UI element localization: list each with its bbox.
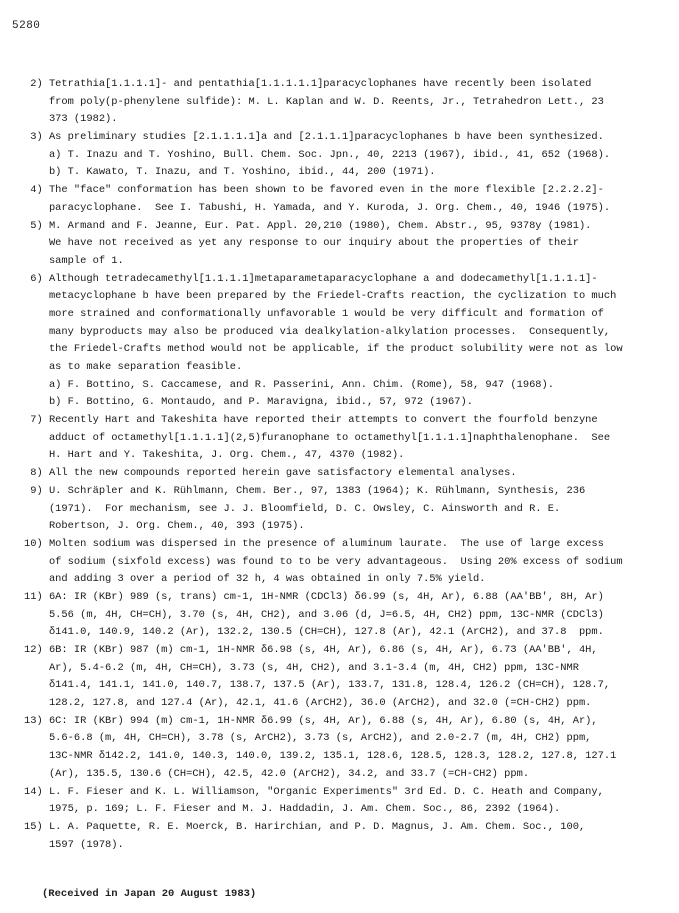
note-line: 8) All the new compounds reported herein gave satisfactory elemental analyses.: [24, 467, 517, 480]
note-line: 12) 6B: IR (KBr) 987 (m) cm-1, 1H-NMR δ6.98 (s, 4H, Ar), 6.86 (s, 4H, Ar), 6.73 (AA'BB', 4H,: [24, 644, 598, 656]
note-line: 13C-NMR δ142.2, 141.0, 140.3, 140.0, 139.2, 135.1, 128.6, 128.5, 128.3, 128.2, 127.8, 127.1: [24, 750, 617, 763]
note-line: 14) L. F. Fieser and K. L. Williamson, "Organic Experiments" 3rd Ed. D. C. Heath and Company,: [24, 785, 604, 798]
note-line: H. Hart and Y. Takeshita, J. Org. Chem., 47, 4370 (1982).: [24, 449, 405, 462]
note-line: the Friedel-Crafts method would not be applicable, if the product solubility were not as low: [24, 343, 623, 356]
note-line: 11) 6A: IR (KBr) 989 (s, trans) cm-1, 1H-NMR (CDCl3) δ6.99 (s, 4H, Ar), 6.88 (AA'BB', 8H, Ar): [24, 590, 604, 603]
note-line: a) F. Bottino, S. Caccamese, and R. Passerini, Ann. Chim. (Rome), 58, 947 (1968).: [24, 378, 555, 391]
note-line: b) F. Bottino, G. Montaudo, and P. Maravigna, ibid., 57, 972 (1967).: [24, 396, 473, 409]
note-line: 5.6-6.8 (m, 4H, CH=CH), 3.78 (s, ArCH2), 3.73 (s, ArCH2), and 2.0-2.7 (m, 4H, CH2) ppm,: [24, 732, 592, 745]
note-line: 6) Although tetradecamethyl[1.1.1.1]metaparametaparacyclophane a and dodecamethyl[1.1.1.1]-: [24, 272, 598, 285]
note-line: We have not received as yet any response to our inquiry about the properties of their: [24, 237, 579, 250]
note-line: metacyclophane b have been prepared by the Friedel-Crafts reaction, the cyclization to much: [24, 290, 617, 303]
note-line: as to make separation feasible.: [24, 361, 243, 373]
note-line: δ141.4, 141.1, 141.0, 140.7, 138.7, 137.5 (Ar), 133.7, 131.8, 128.4, 126.2 (CH=CH), 128.7,: [24, 679, 611, 692]
note-line: 1597 (1978).: [24, 838, 124, 851]
received-date: (Received in Japan 20 August 1983): [42, 888, 257, 900]
note-line: of sodium (sixfold excess) was found to to be very advantageous. Using 20% excess of sodium: [24, 555, 623, 568]
note-line: 2) Tetrathia[1.1.1.1]- and pentathia[1.1.1.1.1]paracyclophanes have recently been isolated: [24, 78, 592, 90]
note-line: paracyclophane. See I. Tabushi, H. Yamada, and Y. Kuroda, J. Org. Chem., 40, 1946 (1975).: [24, 201, 611, 214]
note-line: more strained and conformationally unfavorable 1 would be very difficult and formation of: [24, 307, 604, 320]
note-line: (Ar), 135.5, 130.6 (CH=CH), 42.5, 42.0 (ArCH2), 34.2, and 33.7 (=CH-CH2) ppm.: [24, 767, 530, 780]
note-line: Robertson, J. Org. Chem., 40, 393 (1975).: [24, 520, 305, 533]
note-line: sample of 1.: [24, 254, 124, 267]
note-line: 3) As preliminary studies [2.1.1.1.1]a and [2.1.1.1]paracyclophanes b have been synthesized.: [24, 131, 604, 144]
note-line: and adding 3 over a period of 32 h, 4 was obtained in only 7.5% yield.: [24, 573, 486, 586]
note-line: from poly(p-phenylene sulfide): M. L. Kaplan and W. D. Reents, Jr., Tetrahedron Lett., 23: [24, 95, 604, 108]
note-line: Ar), 5.4-6.2 (m, 4H, CH=CH), 3.73 (s, 4H, CH2), and 3.1-3.4 (m, 4H, CH2) ppm, 13C-NMR: [24, 661, 579, 674]
note-line: adduct of octamethyl[1.1.1.1](2,5)furanophane to octamethyl[1.1.1.1]naphthalenophane. See: [24, 431, 611, 444]
page-number: 5280: [12, 20, 41, 32]
note-line: a) T. Inazu and T. Yoshino, Bull. Chem. Soc. Jpn., 40, 2213 (1967), ibid., 41, 652 (1968).: [24, 148, 611, 161]
note-line: 128.2, 127.8, and 127.4 (Ar), 42.1, 41.6 (ArCH2), 36.0 (ArCH2), and 32.0 (=CH-CH2) ppm.: [24, 697, 592, 710]
references-notes: [24, 76, 664, 854]
note-line: many byproducts may also be produced via dealkylation-alkylation processes. Consequently,: [24, 325, 611, 338]
note-line: 5.56 (m, 4H, CH=CH), 3.70 (s, 4H, CH2), and 3.06 (d, J=6.5, 4H, CH2) ppm, 13C-NMR (CDCl3): [24, 608, 604, 621]
note-line: 1975, p. 169; L. F. Fieser and M. J. Haddadin, J. Am. Chem. Soc., 86, 2392 (1964).: [24, 803, 561, 816]
note-line: 9) U. Schräpler and K. Rühlmann, Chem. Ber., 97, 1383 (1964); K. Rühlmann, Synthesis, 236: [24, 484, 586, 497]
note-line: δ141.0, 140.9, 140.2 (Ar), 132.2, 130.5 (CH=CH), 127.8 (Ar), 42.1 (ArCH2), and 37.8 ppm.: [24, 626, 604, 639]
note-line: b) T. Kawato, T. Inazu, and T. Yoshino, ibid., 44, 200 (1971).: [24, 166, 436, 179]
note-line: 5) M. Armand and F. Jeanne, Eur. Pat. Appl. 20,210 (1980), Chem. Abstr., 95, 9378y (1981).: [24, 219, 592, 232]
note-line: 13) 6C: IR (KBr) 994 (m) cm-1, 1H-NMR δ6.99 (s, 4H, Ar), 6.88 (s, 4H, Ar), 6.80 (s, 4H, Ar),: [24, 714, 598, 727]
note-line: 4) The "face" conformation has been shown to be favored even in the more flexible [2.2.2.2]-: [24, 184, 604, 197]
note-line: 373 (1982).: [24, 113, 118, 126]
note-line: 15) L. A. Paquette, R. E. Moerck, B. Harirchian, and P. D. Magnus, J. Am. Chem. Soc., 100,: [24, 820, 586, 833]
note-line: (1971). For mechanism, see J. J. Bloomfield, D. C. Owsley, C. Ainsworth and R. E.: [24, 502, 561, 515]
note-line: 7) Recently Hart and Takeshita have reported their attempts to convert the fourfold benzyne: [24, 414, 598, 427]
note-line: 10) Molten sodium was dispersed in the presence of aluminum laurate. The use of large excess: [24, 537, 604, 550]
